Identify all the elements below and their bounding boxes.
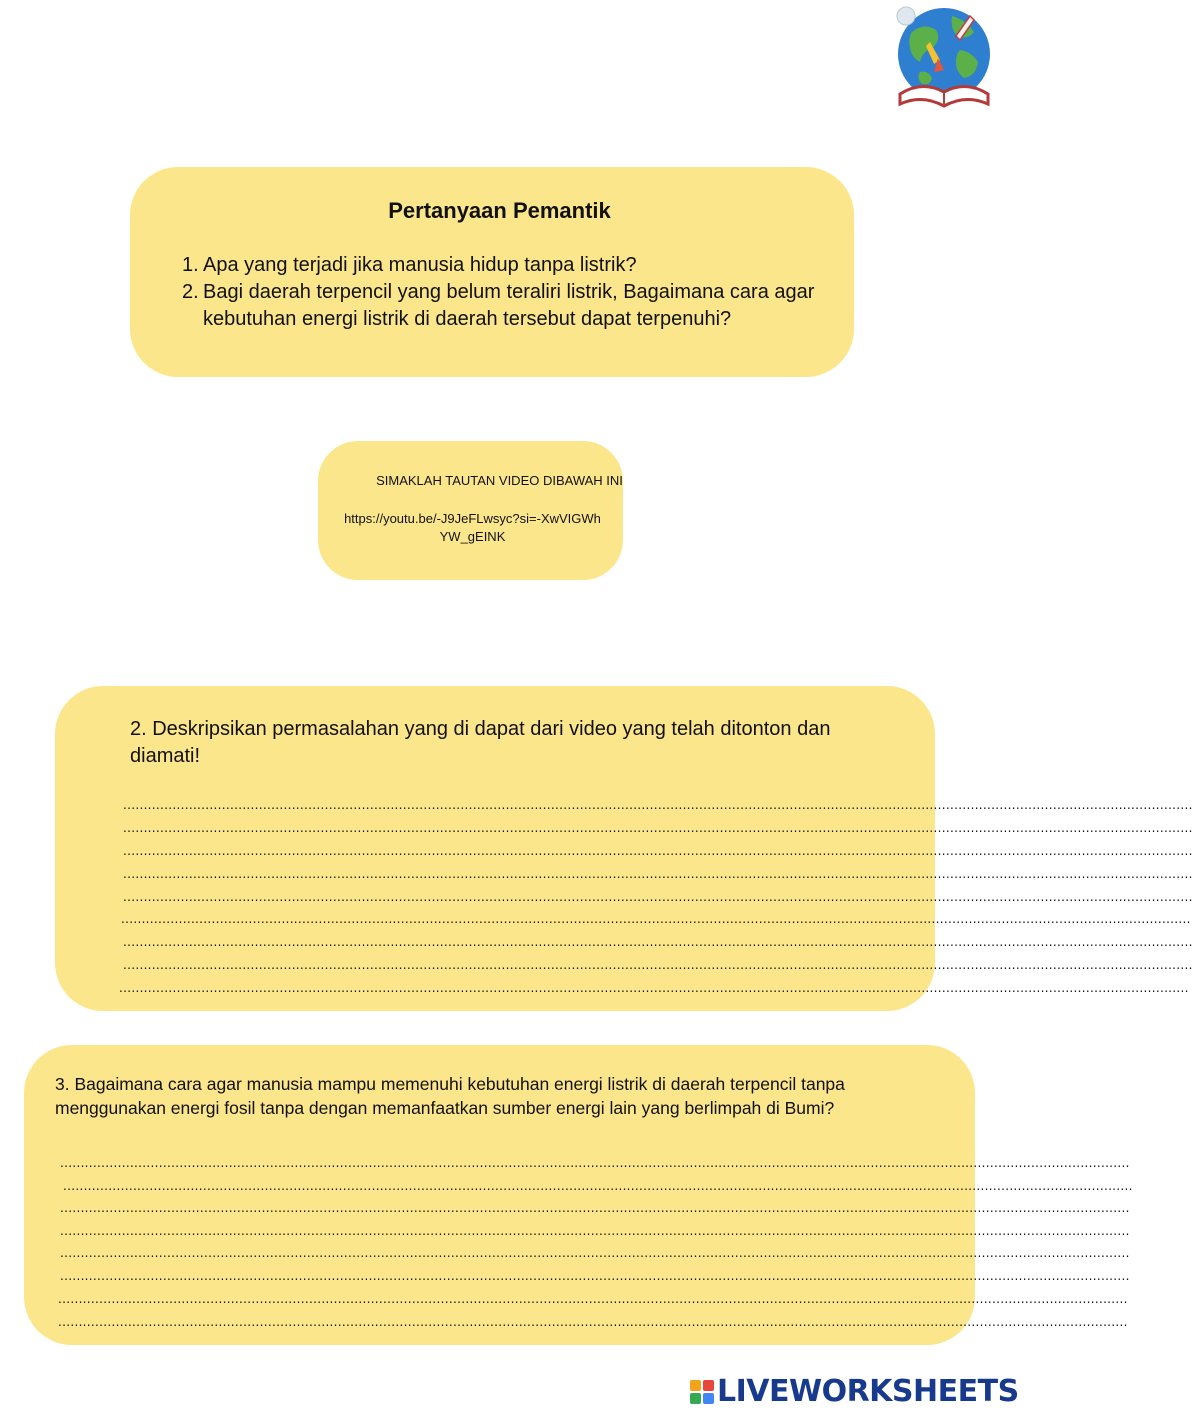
answer-line[interactable]: ....................................................................................................................................................................................................................................................................: [58, 1315, 1128, 1329]
answer-line[interactable]: ....................................................................................................................................................................................................................................................................: [60, 1269, 1130, 1283]
answer-line[interactable]: ....................................................................................................................................................................................................................................................................: [60, 1201, 1130, 1215]
answer-line[interactable]: ....................................................................................................................................................................................................................................................................: [123, 958, 1193, 972]
answer-line[interactable]: ....................................................................................................................................................................................................................................................................: [123, 844, 1193, 858]
video-instruction: SIMAKLAH TAUTAN VIDEO DIBAWAH INI: [376, 473, 623, 488]
answer-line[interactable]: ....................................................................................................................................................................................................................................................................: [123, 798, 1193, 812]
driving-questions-list: [182, 252, 822, 333]
driving-questions-title: Pertanyaan Pemantik: [388, 198, 611, 223]
answer-line[interactable]: ....................................................................................................................................................................................................................................................................: [58, 1292, 1128, 1306]
question-number: 1.: [182, 254, 199, 276]
answer-line[interactable]: ....................................................................................................................................................................................................................................................................: [123, 821, 1193, 835]
answer-line[interactable]: ....................................................................................................................................................................................................................................................................: [123, 867, 1193, 881]
answer-line[interactable]: ....................................................................................................................................................................................................................................................................: [119, 981, 1189, 995]
answer-line[interactable]: ....................................................................................................................................................................................................................................................................: [121, 912, 1191, 926]
question-text: Apa yang terjadi jika manusia hidup tanpa listrik?: [203, 254, 637, 276]
answer-line[interactable]: ....................................................................................................................................................................................................................................................................: [60, 1246, 1130, 1260]
question-2-text: 2. Deskripsikan permasalahan yang di dapat dari video yang telah ditonton dan diamati!: [130, 718, 831, 767]
question-number: 2.: [182, 281, 199, 303]
answer-line[interactable]: ....................................................................................................................................................................................................................................................................: [63, 1179, 1133, 1193]
liveworksheets-logo: [690, 1374, 1019, 1409]
answer-line[interactable]: ....................................................................................................................................................................................................................................................................: [123, 890, 1193, 904]
driving-question-item: [182, 279, 822, 333]
brand-name: LIVEWORKSHEETS: [717, 1374, 1019, 1409]
answer-line[interactable]: ....................................................................................................................................................................................................................................................................: [60, 1156, 1130, 1170]
globe-book-illustration: [890, 2, 998, 112]
question-text: Bagi daerah terpencil yang belum teraliri listrik, Bagaimana cara agar kebutuhan energi listrik di daerah tersebut dapat terpenuhi?: [203, 281, 815, 330]
brand-mark-icon: [690, 1380, 714, 1404]
answer-line[interactable]: ....................................................................................................................................................................................................................................................................: [60, 1224, 1130, 1238]
driving-question-item: [182, 252, 822, 279]
answer-line[interactable]: ....................................................................................................................................................................................................................................................................: [123, 935, 1193, 949]
video-link[interactable]: https://youtu.be/-J9JeFLwsyc?si=-XwVIGWhYW_gEINK: [344, 511, 601, 544]
question-3-text: 3. Bagaimana cara agar manusia mampu memenuhi kebutuhan energi listrik di daerah terpencil tanpa menggunakan energi fosil tanpa dengan memanfaatkan sumber energi lain yang berlimpah di Bumi?: [55, 1074, 845, 1118]
